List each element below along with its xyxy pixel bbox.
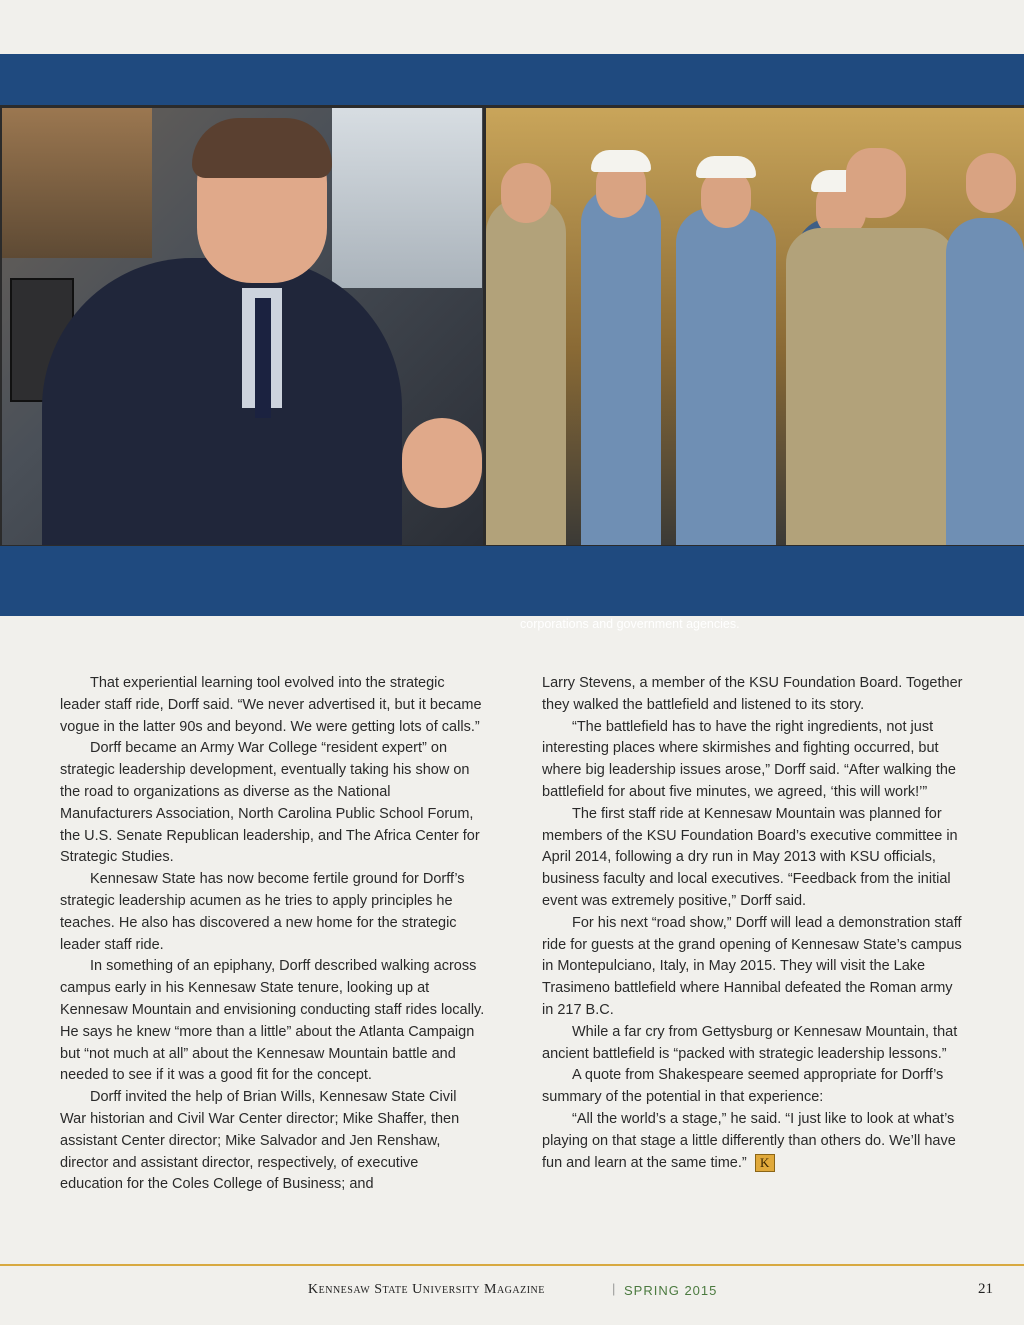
officer-figure <box>786 228 956 545</box>
paragraph: Dorff invited the help of Brian Wills, Kennesaw State Civil War historian and Civil War Center director; Mike Shaffer, then assistant Center director; Mike Salvador and Jen Renshaw, director and assistant director, respectively, of executive education for the Coles College of Business; and <box>60 1089 460 1193</box>
paragraph: A quote from Shakespeare seemed appropriate for Dorff’s summary of the potential in that experience: <box>542 1067 944 1106</box>
bookshelf-shape <box>2 108 152 258</box>
sailor-cap <box>591 150 651 172</box>
hand-shape <box>402 418 482 508</box>
sailor-figure <box>581 188 661 545</box>
end-mark-icon: K <box>755 1154 775 1172</box>
window-shape <box>332 108 482 288</box>
paragraph: While a far cry from Gettysburg or Kennesaw Mountain, that ancient battlefield is “packed with strategic leadership lessons.” <box>542 1023 958 1062</box>
sailor-head <box>966 153 1016 213</box>
photo-stage-play <box>486 108 1024 545</box>
paragraph-last <box>542 1109 967 1174</box>
paragraph-last-text: “All the world’s a stage,” he said. “I just like to look at what’s playing on that stage a little differently than others do. We’ll have fun and learn at the same time.” <box>542 1110 956 1171</box>
paragraph: Kennesaw State has now become fertile ground for Dorff’s strategic leadership acumen as he tries to apply principles he teaches. He also has discovered a new home for the strategic leader staff ride. <box>60 871 465 953</box>
actor-figure <box>486 198 566 545</box>
article-column-right <box>542 673 967 1174</box>
footer-issue: SPRING 2015 <box>624 1283 718 1298</box>
footer-magazine-title: Kennesaw State University Magazine <box>308 1282 545 1297</box>
photo-caption: corporations and government agencies. <box>520 617 740 631</box>
footer-rule <box>0 1264 1024 1266</box>
paragraph: Larry Stevens, a member of the KSU Foundation Board. Together they walked the battlefield and listened to its story. <box>542 675 963 713</box>
top-color-band <box>0 54 1024 105</box>
suit-shape <box>42 258 402 545</box>
photo-strip <box>0 105 1024 631</box>
article-column-left <box>60 673 485 1196</box>
paragraph: For his next “road show,” Dorff will lead a demonstration staff ride for guests at the grand opening of Kennesaw State’s campus in Montepulciano, Italy, in May 2015. They will visit the Lake Trasimeno battlefield where Hannibal defeated the Roman army in 217 B.C. <box>542 914 962 1018</box>
page-number: 21 <box>978 1281 993 1297</box>
tie-shape <box>255 298 271 418</box>
paragraph: Dorff became an Army War College “resident expert” on strategic leadership development, eventually taking his show on the road to organizations as diverse as the National Manufacturers Association, North Carolina Public School Forum, the U.S. Senate Republican leadership, and The Africa Center for Strategic Studies. <box>60 740 480 866</box>
officer-head <box>846 148 906 218</box>
actor-head <box>501 163 551 223</box>
paragraph: “The battlefield has to have the right ingredients, not just interesting places where skirmishes and fighting occurred, but where big leadership issues arose,” Dorff said. “After walking the battlefield for about five minutes, we agreed, ‘this will work!’” <box>542 718 956 800</box>
middle-color-band <box>0 546 1024 616</box>
hair-shape <box>192 118 332 178</box>
footer-separator: | <box>612 1281 616 1296</box>
sailor-figure <box>946 218 1024 545</box>
paragraph: In something of an epiphany, Dorff described walking across campus early in his Kennesaw State tenure, looking up at Kennesaw Mountain and envisioning conducting staff rides locally. He says he knew “more than a little” about the Atlanta Campaign but “not much at all” about the Kennesaw Mountain battle and needed to see if it was a good fit for the concept. <box>60 958 485 1084</box>
paragraph: That experiential learning tool evolved into the strategic leader staff ride, Dorff said. “We never advertised it, but it became vogue in the latter 90s and beyond. We were getting lots of calls.” <box>60 675 482 735</box>
photo-dorff-portrait <box>2 108 483 545</box>
paragraph: The first staff ride at Kennesaw Mountain was planned for members of the KSU Foundation Board’s executive committee in April 2014, following a dry run in May 2013 with KSU officials, business faculty and local executives. “Feedback from the initial event was extremely positive,” Dorff said. <box>542 805 958 909</box>
sailor-cap <box>696 156 756 178</box>
sailor-figure <box>676 208 776 545</box>
